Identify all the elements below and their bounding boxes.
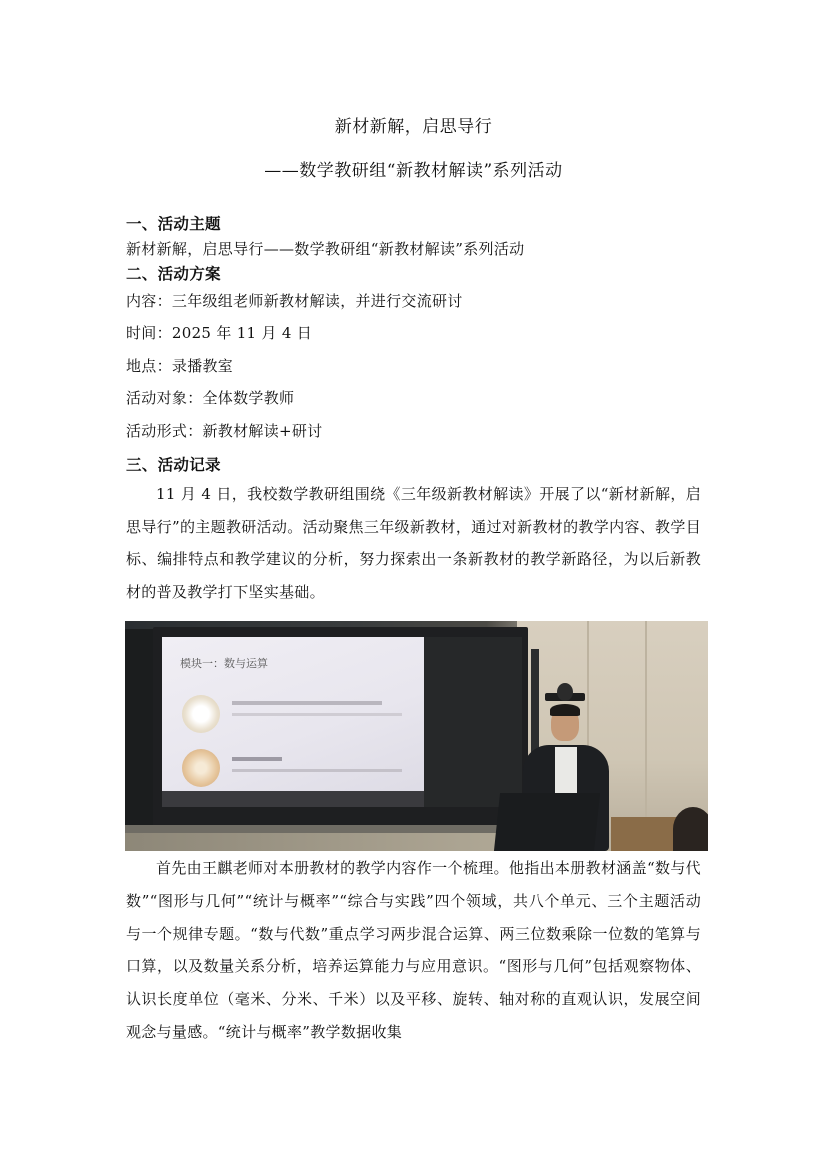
section1-text: 新材新解，启思导行——数学教研组“新教材解读”系列活动 xyxy=(126,240,525,258)
section3-heading: 三、活动记录 xyxy=(126,455,221,474)
plan-form: 活动形式：新教材解读+研讨 xyxy=(126,422,323,440)
camera-icon xyxy=(557,683,573,701)
lectern-monitor xyxy=(494,793,600,851)
teacher-hair xyxy=(550,704,580,716)
plan-content: 内容：三年级组老师新教材解读，并进行交流研讨 xyxy=(126,292,463,310)
presentation-screen xyxy=(162,637,424,807)
slide-text-line xyxy=(232,701,382,705)
plan-time: 时间：2025 年 11 月 4 日 xyxy=(126,324,313,342)
blackboard-right xyxy=(424,637,522,807)
slide-text-line xyxy=(232,713,402,716)
audience-member xyxy=(673,807,708,851)
section2-heading: 二、活动方案 xyxy=(126,264,221,283)
slide-text-line xyxy=(232,757,282,761)
plan-audience: 活动对象：全体数学教师 xyxy=(126,389,295,407)
document-subtitle: ——数学教研组“新教材解读”系列活动 xyxy=(264,161,563,181)
blackboard-left xyxy=(125,629,155,825)
plan-place: 地点：录播教室 xyxy=(126,357,234,375)
record-paragraph-1: 11 月 4 日，我校数学教研组围绕《三年级新教材解读》开展了以“新材新解，启思导行”的主题教研活动。活动聚焦三年级新教材，通过对新教材的教学内容、教学目标、编排特点和教学建议的分析，努力探索出一条新教材的教学新路径，为以后新教材的普及教学打下坚实基础。 xyxy=(126,485,701,601)
slide-illustration xyxy=(182,749,220,787)
board-tray xyxy=(125,825,545,833)
document-title: 新材新解，启思导行 xyxy=(334,117,493,137)
slide-illustration xyxy=(182,695,220,733)
slide-text-line xyxy=(232,769,402,772)
section1-heading: 一、活动主题 xyxy=(126,214,221,233)
screen-slide-title: 模块一：数与运算 xyxy=(180,657,268,670)
screen-toolbar xyxy=(162,791,424,807)
activity-photo xyxy=(125,621,708,851)
record-paragraph-2: 首先由王麒老师对本册教材的教学内容作一个梳理。他指出本册教材涵盖“数与代数”“图形与几何”“统计与概率”“综合与实践”四个领域，共八个单元、三个主题活动与一个规律专题。“数与代数”重点学习两步混合运算、两三位数乘除一位数的笔算与口算，以及数量关系分析，培养运算能力与应用意识。“图形与几何”包括观察物体、认识长度单位（毫米、分米、千米）以及平移、旋转、轴对称的直观认识，发展空间观念与量感。“统计与概率”教学数据收集 xyxy=(126,859,701,1041)
